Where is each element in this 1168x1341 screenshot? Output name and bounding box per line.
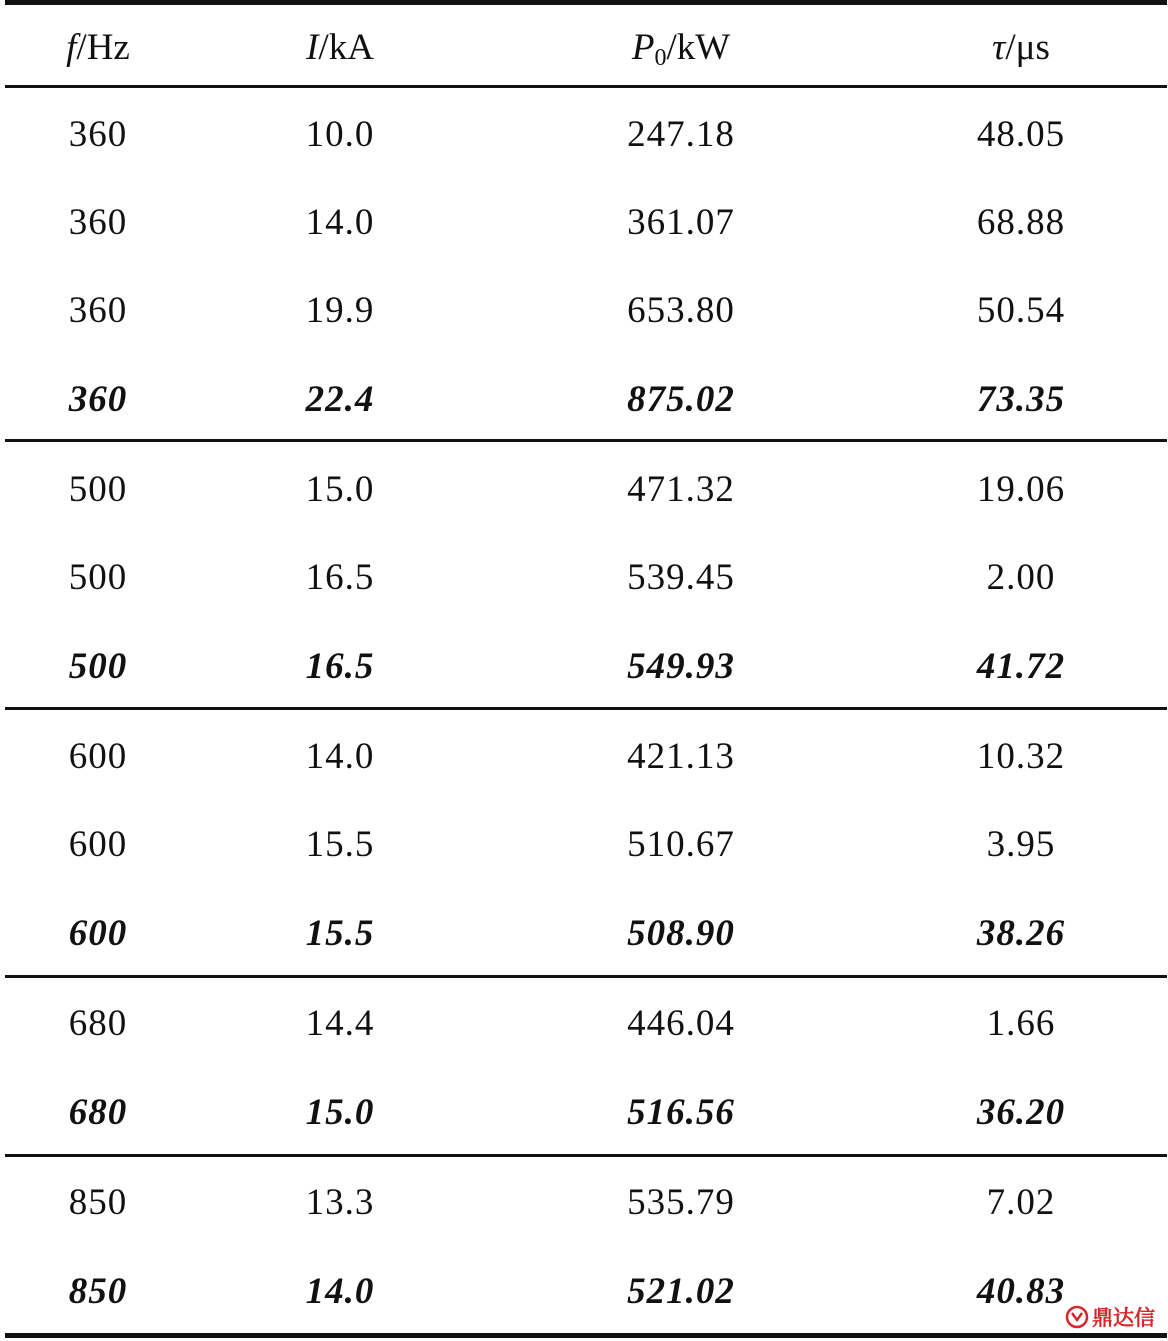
- cell-current: 22.4: [305, 379, 375, 420]
- cell-power: 539.45: [627, 557, 735, 598]
- cell-power: 535.79: [627, 1182, 735, 1223]
- cell-power: 516.56: [627, 1092, 735, 1133]
- cell-current: 19.9: [305, 290, 375, 331]
- cell-power: 247.18: [627, 114, 735, 155]
- group-rule: [5, 1154, 1167, 1157]
- cell-frequency: 500: [68, 469, 128, 510]
- header-frequency: [66, 28, 130, 68]
- cell-frequency: 850: [68, 1271, 128, 1312]
- cell-current: 16.5: [305, 646, 375, 687]
- header-current-symbol: I: [306, 27, 319, 68]
- cell-power: 510.67: [627, 824, 735, 865]
- cell-tau: 73.35: [976, 379, 1066, 420]
- cell-tau: 7.02: [986, 1182, 1056, 1223]
- cell-tau: 68.88: [976, 202, 1066, 243]
- cell-current: 14.4: [305, 1003, 375, 1044]
- cell-current: 15.5: [305, 824, 375, 865]
- cell-power: 446.04: [627, 1003, 735, 1044]
- cell-power: 875.02: [627, 379, 735, 420]
- cell-power: 521.02: [627, 1271, 735, 1312]
- group-rule: [5, 439, 1167, 442]
- cell-current: 13.3: [305, 1182, 375, 1223]
- watermark-icon: [1065, 1305, 1089, 1329]
- header-power-symbol: P: [631, 27, 655, 68]
- cell-tau: 10.32: [976, 736, 1066, 777]
- cell-frequency: 850: [68, 1182, 128, 1223]
- cell-current: 10.0: [305, 114, 375, 155]
- cell-power: 653.80: [627, 290, 735, 331]
- cell-frequency: 360: [68, 202, 128, 243]
- cell-frequency: 360: [68, 379, 128, 420]
- cell-tau: 3.95: [986, 824, 1056, 865]
- cell-frequency: 680: [68, 1092, 128, 1133]
- watermark-logo: [1065, 1302, 1155, 1332]
- header-tau: [992, 28, 1050, 68]
- cell-frequency: 600: [68, 824, 128, 865]
- table-bottom-rule: [5, 1333, 1167, 1338]
- cell-tau: 48.05: [976, 114, 1066, 155]
- cell-power: 508.90: [627, 913, 735, 954]
- cell-tau: 38.26: [976, 913, 1066, 954]
- cell-frequency: 500: [68, 557, 128, 598]
- cell-frequency: 600: [68, 913, 128, 954]
- header-power: [631, 27, 731, 71]
- watermark-text: 鼎达信: [1092, 1306, 1155, 1330]
- cell-current: 15.0: [305, 469, 375, 510]
- cell-frequency: 360: [68, 114, 128, 155]
- cell-frequency: 680: [68, 1003, 128, 1044]
- cell-tau: 41.72: [976, 646, 1066, 687]
- cell-power: 471.32: [627, 469, 735, 510]
- cell-tau: 40.83: [976, 1271, 1066, 1312]
- header-power-unit: /kW: [666, 27, 731, 68]
- cell-current: 15.0: [305, 1092, 375, 1133]
- header-rule: [5, 85, 1167, 88]
- header-frequency-symbol: f: [66, 27, 77, 68]
- cell-tau: 50.54: [976, 290, 1066, 331]
- header-current-unit: /kA: [318, 27, 374, 68]
- header-frequency-unit: /Hz: [76, 27, 130, 68]
- cell-tau: 1.66: [986, 1003, 1056, 1044]
- group-rule: [5, 707, 1167, 710]
- cell-tau: 2.00: [986, 557, 1056, 598]
- cell-current: 14.0: [305, 1271, 375, 1312]
- group-rule: [5, 975, 1167, 978]
- cell-current: 16.5: [305, 557, 375, 598]
- cell-tau: 36.20: [976, 1092, 1066, 1133]
- cell-current: 14.0: [305, 736, 375, 777]
- cell-frequency: 500: [68, 646, 128, 687]
- cell-power: 549.93: [627, 646, 735, 687]
- header-tau-unit: /μs: [1005, 27, 1050, 68]
- table-top-rule: [5, 0, 1167, 5]
- cell-power: 361.07: [627, 202, 735, 243]
- cell-current: 14.0: [305, 202, 375, 243]
- cell-frequency: 600: [68, 736, 128, 777]
- header-power-subscript: 0: [654, 45, 667, 71]
- cell-tau: 19.06: [976, 469, 1066, 510]
- cell-power: 421.13: [627, 736, 735, 777]
- cell-frequency: 360: [68, 290, 128, 331]
- header-tau-symbol: τ: [992, 27, 1006, 68]
- cell-current: 15.5: [305, 913, 375, 954]
- header-current: [306, 28, 374, 68]
